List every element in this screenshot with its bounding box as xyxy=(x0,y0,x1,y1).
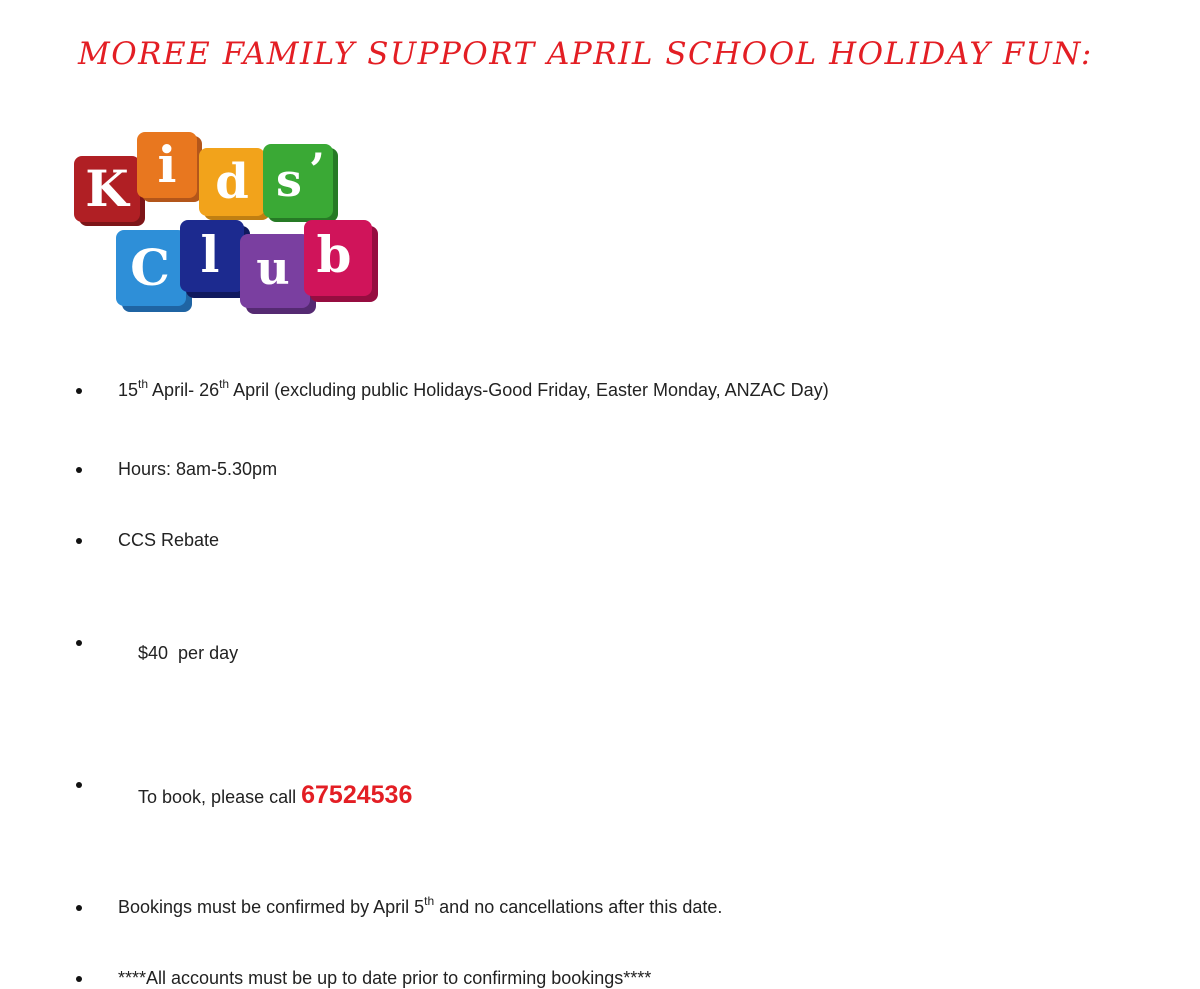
kids-club-logo xyxy=(74,128,384,318)
confirm-text: Bookings must be confirmed by April 5th and no cancellations after this date. xyxy=(118,894,723,917)
logo-apostrophe: ’ xyxy=(308,143,326,197)
list-item-hours xyxy=(74,459,1154,480)
list-item-confirm xyxy=(74,894,1154,918)
phone-number[interactable]: 67524536 xyxy=(301,781,413,809)
list-item-price xyxy=(74,601,1154,685)
info-list xyxy=(74,377,1154,988)
booking-text: To book, please call xyxy=(138,787,302,807)
list-item-accounts xyxy=(74,968,1154,989)
logo-letter-k: K xyxy=(85,159,129,218)
logo-block-i xyxy=(137,132,202,202)
logo-letter-b: b xyxy=(316,225,352,284)
page-title: MOREE FAMILY SUPPORT APRIL SCHOOL HOLIDAY FUN: xyxy=(78,36,1093,72)
logo-block-s xyxy=(263,143,338,222)
bullet-icon xyxy=(76,640,82,646)
logo-letter-u: u xyxy=(256,241,290,295)
logo-block-d xyxy=(199,148,270,220)
bullet-icon xyxy=(76,388,82,394)
rebate-text: CCS Rebate xyxy=(118,530,220,550)
accounts-text: ****All accounts must be up to date prior to confirming bookings**** xyxy=(118,968,652,988)
logo-block-k xyxy=(74,156,145,226)
logo-block-l xyxy=(180,220,250,298)
bullet-icon xyxy=(76,467,82,473)
logo-letter-s: s xyxy=(276,153,302,207)
hours-text: Hours: 8am-5.30pm xyxy=(118,459,278,479)
bullet-icon xyxy=(76,782,82,788)
logo-letter-i: i xyxy=(157,135,177,194)
logo-letter-d: d xyxy=(215,154,249,210)
price-text: $40 per day xyxy=(138,643,239,663)
list-item-rebate xyxy=(74,530,1154,551)
bullet-icon xyxy=(76,976,82,982)
list-item-booking xyxy=(74,739,1154,831)
logo-letter-l: l xyxy=(200,225,220,284)
bullet-icon xyxy=(76,538,82,544)
list-item-dates xyxy=(74,377,1154,401)
dates-text: 15th April- 26th April (excluding public Holidays-Good Friday, Easter Monday, ANZAC Day) xyxy=(118,377,829,400)
logo-letter-c: C xyxy=(130,238,170,297)
logo-block-b xyxy=(304,220,378,302)
bullet-icon xyxy=(76,905,82,911)
